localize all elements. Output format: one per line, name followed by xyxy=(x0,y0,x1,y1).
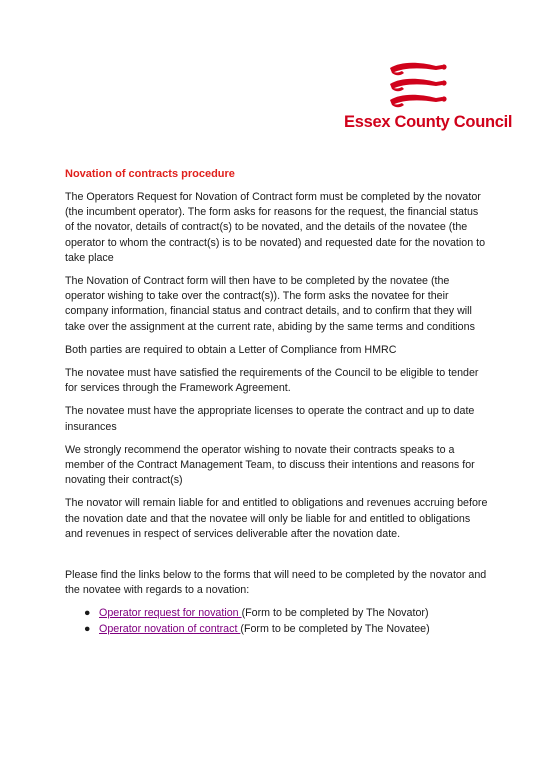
paragraph-hmrc-compliance: Both parties are required to obtain a Letter of Compliance from HMRC xyxy=(65,343,397,356)
three-seaxes-icon xyxy=(386,58,448,110)
list-item xyxy=(84,622,490,637)
spacer xyxy=(65,550,490,568)
document-body xyxy=(65,167,490,637)
paragraph-framework-eligibility: The novatee must have satisfied the requirements of the Council to be eligible to tender for services through the Framework Agreement. xyxy=(65,367,479,395)
paragraph-liability: The novator will remain liable for and entitled to obligations and revenues accruing before the novation date and that the novatee will only be liable for and entitled to obligations and revenues in respect of services deliverable after the novation date. xyxy=(65,497,488,540)
org-name: Essex County Council xyxy=(344,113,513,131)
operator-request-novation-link[interactable]: Operator request for novation xyxy=(99,607,242,620)
list-item xyxy=(84,606,490,621)
paragraph-contact-team: We strongly recommend the operator wishing to novate their contracts speaks to a member of the Contract Management Team, to discuss their intentions and reasons for novating their contract(s) xyxy=(65,443,475,487)
form-links-list xyxy=(65,606,490,636)
operator-novation-contract-link[interactable]: Operator novation of contract xyxy=(99,622,241,635)
essex-county-council-logo xyxy=(344,58,514,140)
paragraph-novatee-form: The Novation of Contract form will then have to be completed by the novatee (the operator wishing to take over the contract(s)). The form asks the novatee for their company information, financial status and contract details, and to confirm that they will take over the assignment at the current rate, abiding by the same terms and conditions xyxy=(65,275,475,333)
bullet-icon: ● xyxy=(84,622,91,635)
link-suffix: (Form to be completed by The Novatee) xyxy=(240,622,430,635)
link-suffix: (Form to be completed by The Novator) xyxy=(241,607,429,620)
bullet-icon: ● xyxy=(84,607,91,620)
paragraph-links-intro: Please find the links below to the forms that will need to be completed by the novator and the novatee with regards to a novation: xyxy=(65,569,487,597)
paragraph-novator-request: The Operators Request for Novation of Contract form must be completed by the novator (the incumbent operator). The form asks for reasons for the request, the financial status of the novator, details of contract(s) to be novated, and the details of the novatee (the operator to whom the contract(s) is to be novated) and requested date for the novation to take place xyxy=(65,191,486,264)
page-title: Novation of contracts procedure xyxy=(65,168,235,180)
paragraph-licenses-insurance: The novatee must have the appropriate licenses to operate the contract and up to date insurances xyxy=(65,405,475,433)
